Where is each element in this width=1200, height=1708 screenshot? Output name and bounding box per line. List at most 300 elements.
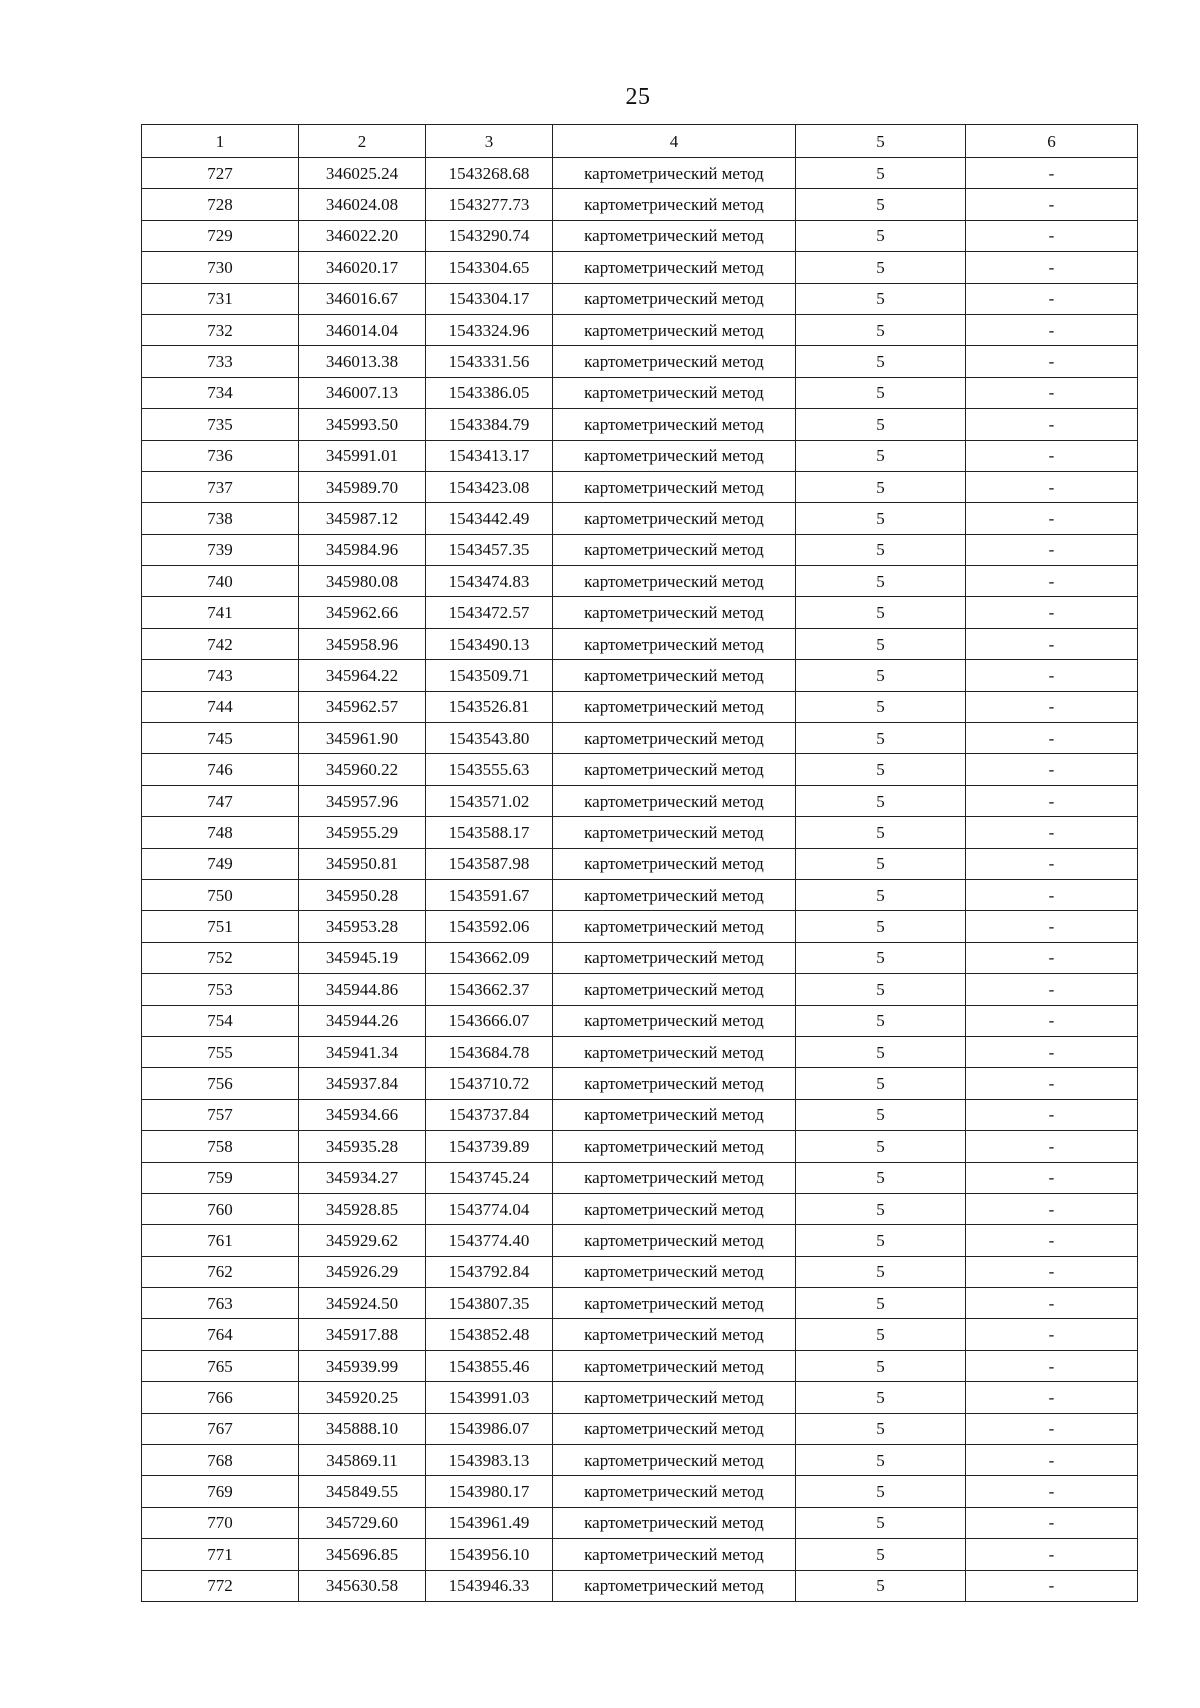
method-cell: картометрический метод xyxy=(553,1068,796,1099)
method-cell: картометрический метод xyxy=(553,440,796,471)
y-coordinate-cell: 1543555.63 xyxy=(426,754,553,785)
note-cell: - xyxy=(966,314,1138,345)
y-coordinate-cell: 1543324.96 xyxy=(426,314,553,345)
method-cell: картометрический метод xyxy=(553,566,796,597)
note-cell: - xyxy=(966,660,1138,691)
method-cell: картометрический метод xyxy=(553,1005,796,1036)
x-coordinate-cell: 346022.20 xyxy=(299,220,426,251)
method-cell: картометрический метод xyxy=(553,1413,796,1444)
table-row xyxy=(142,346,1138,377)
note-cell: - xyxy=(966,1099,1138,1130)
y-coordinate-cell: 1543662.09 xyxy=(426,942,553,973)
y-coordinate-cell: 1543423.08 xyxy=(426,471,553,502)
method-cell: картометрический метод xyxy=(553,1131,796,1162)
accuracy-cell: 5 xyxy=(796,252,966,283)
note-cell: - xyxy=(966,1445,1138,1476)
y-coordinate-cell: 1543543.80 xyxy=(426,723,553,754)
x-coordinate-cell: 345924.50 xyxy=(299,1288,426,1319)
x-coordinate-cell: 345961.90 xyxy=(299,723,426,754)
accuracy-cell: 5 xyxy=(796,1036,966,1067)
table-row xyxy=(142,1131,1138,1162)
y-coordinate-cell: 1543710.72 xyxy=(426,1068,553,1099)
table-row xyxy=(142,1445,1138,1476)
point-number-cell: 758 xyxy=(142,1131,299,1162)
x-coordinate-cell: 345944.26 xyxy=(299,1005,426,1036)
accuracy-cell: 5 xyxy=(796,817,966,848)
table-row xyxy=(142,283,1138,314)
accuracy-cell: 5 xyxy=(796,440,966,471)
point-number-cell: 738 xyxy=(142,503,299,534)
accuracy-cell: 5 xyxy=(796,220,966,251)
point-number-cell: 744 xyxy=(142,691,299,722)
table-row xyxy=(142,1162,1138,1193)
point-number-cell: 745 xyxy=(142,723,299,754)
x-coordinate-cell: 345962.57 xyxy=(299,691,426,722)
point-number-cell: 741 xyxy=(142,597,299,628)
x-coordinate-cell: 345993.50 xyxy=(299,409,426,440)
y-coordinate-cell: 1543509.71 xyxy=(426,660,553,691)
table-row xyxy=(142,158,1138,189)
note-cell: - xyxy=(966,503,1138,534)
accuracy-cell: 5 xyxy=(796,597,966,628)
method-cell: картометрический метод xyxy=(553,1507,796,1538)
accuracy-cell: 5 xyxy=(796,879,966,910)
accuracy-cell: 5 xyxy=(796,503,966,534)
y-coordinate-cell: 1543268.68 xyxy=(426,158,553,189)
point-number-cell: 766 xyxy=(142,1382,299,1413)
column-header-1: 1 xyxy=(142,125,299,158)
table-row xyxy=(142,754,1138,785)
table-row xyxy=(142,628,1138,659)
table-row xyxy=(142,377,1138,408)
note-cell: - xyxy=(966,377,1138,408)
x-coordinate-cell: 345928.85 xyxy=(299,1193,426,1224)
x-coordinate-cell: 345964.22 xyxy=(299,660,426,691)
accuracy-cell: 5 xyxy=(796,1539,966,1570)
point-number-cell: 731 xyxy=(142,283,299,314)
note-cell: - xyxy=(966,283,1138,314)
note-cell: - xyxy=(966,628,1138,659)
point-number-cell: 755 xyxy=(142,1036,299,1067)
y-coordinate-cell: 1543474.83 xyxy=(426,566,553,597)
table-row xyxy=(142,848,1138,879)
method-cell: картометрический метод xyxy=(553,628,796,659)
accuracy-cell: 5 xyxy=(796,377,966,408)
method-cell: картометрический метод xyxy=(553,1256,796,1287)
method-cell: картометрический метод xyxy=(553,471,796,502)
x-coordinate-cell: 345991.01 xyxy=(299,440,426,471)
method-cell: картометрический метод xyxy=(553,879,796,910)
table-row xyxy=(142,1413,1138,1444)
x-coordinate-cell: 345935.28 xyxy=(299,1131,426,1162)
note-cell: - xyxy=(966,252,1138,283)
point-number-cell: 771 xyxy=(142,1539,299,1570)
point-number-cell: 749 xyxy=(142,848,299,879)
point-number-cell: 763 xyxy=(142,1288,299,1319)
x-coordinate-cell: 345950.81 xyxy=(299,848,426,879)
method-cell: картометрический метод xyxy=(553,817,796,848)
note-cell: - xyxy=(966,534,1138,565)
x-coordinate-cell: 345934.27 xyxy=(299,1162,426,1193)
point-number-cell: 748 xyxy=(142,817,299,848)
y-coordinate-cell: 1543526.81 xyxy=(426,691,553,722)
y-coordinate-cell: 1543304.65 xyxy=(426,252,553,283)
table-row xyxy=(142,911,1138,942)
table-row xyxy=(142,1507,1138,1538)
y-coordinate-cell: 1543331.56 xyxy=(426,346,553,377)
accuracy-cell: 5 xyxy=(796,346,966,377)
accuracy-cell: 5 xyxy=(796,1382,966,1413)
accuracy-cell: 5 xyxy=(796,1476,966,1507)
note-cell: - xyxy=(966,597,1138,628)
method-cell: картометрический метод xyxy=(553,848,796,879)
accuracy-cell: 5 xyxy=(796,1570,966,1601)
note-cell: - xyxy=(966,848,1138,879)
method-cell: картометрический метод xyxy=(553,597,796,628)
x-coordinate-cell: 345950.28 xyxy=(299,879,426,910)
method-cell: картометрический метод xyxy=(553,314,796,345)
x-coordinate-cell: 345934.66 xyxy=(299,1099,426,1130)
accuracy-cell: 5 xyxy=(796,1507,966,1538)
x-coordinate-cell: 346025.24 xyxy=(299,158,426,189)
point-number-cell: 761 xyxy=(142,1225,299,1256)
note-cell: - xyxy=(966,1507,1138,1538)
x-coordinate-cell: 345939.99 xyxy=(299,1350,426,1381)
accuracy-cell: 5 xyxy=(796,942,966,973)
table-row xyxy=(142,189,1138,220)
point-number-cell: 767 xyxy=(142,1413,299,1444)
point-number-cell: 764 xyxy=(142,1319,299,1350)
note-cell: - xyxy=(966,471,1138,502)
column-header-3: 3 xyxy=(426,125,553,158)
x-coordinate-cell: 345888.10 xyxy=(299,1413,426,1444)
table-row xyxy=(142,566,1138,597)
table-row xyxy=(142,1570,1138,1601)
accuracy-cell: 5 xyxy=(796,660,966,691)
accuracy-cell: 5 xyxy=(796,691,966,722)
y-coordinate-cell: 1543980.17 xyxy=(426,1476,553,1507)
x-coordinate-cell: 345955.29 xyxy=(299,817,426,848)
table-row xyxy=(142,1005,1138,1036)
y-coordinate-cell: 1543774.04 xyxy=(426,1193,553,1224)
x-coordinate-cell: 345929.62 xyxy=(299,1225,426,1256)
note-cell: - xyxy=(966,691,1138,722)
y-coordinate-cell: 1543792.84 xyxy=(426,1256,553,1287)
accuracy-cell: 5 xyxy=(796,1413,966,1444)
y-coordinate-cell: 1543290.74 xyxy=(426,220,553,251)
point-number-cell: 739 xyxy=(142,534,299,565)
x-coordinate-cell: 345941.34 xyxy=(299,1036,426,1067)
accuracy-cell: 5 xyxy=(796,1319,966,1350)
table-row xyxy=(142,691,1138,722)
table-row xyxy=(142,220,1138,251)
note-cell: - xyxy=(966,158,1138,189)
method-cell: картометрический метод xyxy=(553,754,796,785)
table-row xyxy=(142,409,1138,440)
table-row xyxy=(142,1068,1138,1099)
accuracy-cell: 5 xyxy=(796,1099,966,1130)
table-row xyxy=(142,879,1138,910)
accuracy-cell: 5 xyxy=(796,723,966,754)
column-header-6: 6 xyxy=(966,125,1138,158)
table-row xyxy=(142,1476,1138,1507)
note-cell: - xyxy=(966,566,1138,597)
method-cell: картометрический метод xyxy=(553,534,796,565)
method-cell: картометрический метод xyxy=(553,1476,796,1507)
x-coordinate-cell: 345869.11 xyxy=(299,1445,426,1476)
accuracy-cell: 5 xyxy=(796,283,966,314)
x-coordinate-cell: 345944.86 xyxy=(299,974,426,1005)
page-number: 25 xyxy=(625,84,651,110)
y-coordinate-cell: 1543961.49 xyxy=(426,1507,553,1538)
method-cell: картометрический метод xyxy=(553,1162,796,1193)
accuracy-cell: 5 xyxy=(796,1068,966,1099)
y-coordinate-cell: 1543571.02 xyxy=(426,785,553,816)
x-coordinate-cell: 345984.96 xyxy=(299,534,426,565)
accuracy-cell: 5 xyxy=(796,1288,966,1319)
point-number-cell: 737 xyxy=(142,471,299,502)
accuracy-cell: 5 xyxy=(796,1162,966,1193)
point-number-cell: 772 xyxy=(142,1570,299,1601)
accuracy-cell: 5 xyxy=(796,314,966,345)
accuracy-cell: 5 xyxy=(796,566,966,597)
method-cell: картометрический метод xyxy=(553,691,796,722)
point-number-cell: 729 xyxy=(142,220,299,251)
point-number-cell: 762 xyxy=(142,1256,299,1287)
accuracy-cell: 5 xyxy=(796,471,966,502)
note-cell: - xyxy=(966,409,1138,440)
accuracy-cell: 5 xyxy=(796,189,966,220)
point-number-cell: 732 xyxy=(142,314,299,345)
accuracy-cell: 5 xyxy=(796,848,966,879)
x-coordinate-cell: 346020.17 xyxy=(299,252,426,283)
note-cell: - xyxy=(966,942,1138,973)
accuracy-cell: 5 xyxy=(796,1193,966,1224)
note-cell: - xyxy=(966,785,1138,816)
note-cell: - xyxy=(966,911,1138,942)
accuracy-cell: 5 xyxy=(796,628,966,659)
method-cell: картометрический метод xyxy=(553,723,796,754)
x-coordinate-cell: 346024.08 xyxy=(299,189,426,220)
x-coordinate-cell: 345953.28 xyxy=(299,911,426,942)
y-coordinate-cell: 1543745.24 xyxy=(426,1162,553,1193)
accuracy-cell: 5 xyxy=(796,1005,966,1036)
note-cell: - xyxy=(966,817,1138,848)
y-coordinate-cell: 1543739.89 xyxy=(426,1131,553,1162)
point-number-cell: 734 xyxy=(142,377,299,408)
y-coordinate-cell: 1543666.07 xyxy=(426,1005,553,1036)
table-row xyxy=(142,503,1138,534)
x-coordinate-cell: 345926.29 xyxy=(299,1256,426,1287)
y-coordinate-cell: 1543591.67 xyxy=(426,879,553,910)
note-cell: - xyxy=(966,1068,1138,1099)
method-cell: картометрический метод xyxy=(553,1193,796,1224)
table-row xyxy=(142,1539,1138,1570)
x-coordinate-cell: 345937.84 xyxy=(299,1068,426,1099)
note-cell: - xyxy=(966,1005,1138,1036)
table-row xyxy=(142,252,1138,283)
method-cell: картометрический метод xyxy=(553,252,796,283)
note-cell: - xyxy=(966,1193,1138,1224)
y-coordinate-cell: 1543304.17 xyxy=(426,283,553,314)
method-cell: картометрический метод xyxy=(553,346,796,377)
table-row xyxy=(142,1193,1138,1224)
coordinates-table xyxy=(141,124,1138,1602)
table-row xyxy=(142,314,1138,345)
y-coordinate-cell: 1543983.13 xyxy=(426,1445,553,1476)
point-number-cell: 752 xyxy=(142,942,299,973)
accuracy-cell: 5 xyxy=(796,1225,966,1256)
point-number-cell: 754 xyxy=(142,1005,299,1036)
y-coordinate-cell: 1543277.73 xyxy=(426,189,553,220)
point-number-cell: 760 xyxy=(142,1193,299,1224)
point-number-cell: 768 xyxy=(142,1445,299,1476)
x-coordinate-cell: 345980.08 xyxy=(299,566,426,597)
table-body xyxy=(142,158,1138,1602)
method-cell: картометрический метод xyxy=(553,1539,796,1570)
x-coordinate-cell: 345987.12 xyxy=(299,503,426,534)
method-cell: картометрический метод xyxy=(553,974,796,1005)
method-cell: картометрический метод xyxy=(553,1350,796,1381)
table-row xyxy=(142,660,1138,691)
method-cell: картометрический метод xyxy=(553,189,796,220)
method-cell: картометрический метод xyxy=(553,503,796,534)
method-cell: картометрический метод xyxy=(553,911,796,942)
note-cell: - xyxy=(966,346,1138,377)
table-row xyxy=(142,1319,1138,1350)
y-coordinate-cell: 1543588.17 xyxy=(426,817,553,848)
method-cell: картометрический метод xyxy=(553,1382,796,1413)
table-row xyxy=(142,723,1138,754)
method-cell: картометрический метод xyxy=(553,1099,796,1130)
table-row xyxy=(142,1350,1138,1381)
accuracy-cell: 5 xyxy=(796,409,966,440)
accuracy-cell: 5 xyxy=(796,1350,966,1381)
x-coordinate-cell: 345957.96 xyxy=(299,785,426,816)
column-header-4: 4 xyxy=(553,125,796,158)
point-number-cell: 769 xyxy=(142,1476,299,1507)
y-coordinate-cell: 1543384.79 xyxy=(426,409,553,440)
x-coordinate-cell: 346013.38 xyxy=(299,346,426,377)
x-coordinate-cell: 345917.88 xyxy=(299,1319,426,1350)
method-cell: картометрический метод xyxy=(553,1445,796,1476)
x-coordinate-cell: 345945.19 xyxy=(299,942,426,973)
point-number-cell: 743 xyxy=(142,660,299,691)
note-cell: - xyxy=(966,220,1138,251)
point-number-cell: 757 xyxy=(142,1099,299,1130)
x-coordinate-cell: 345989.70 xyxy=(299,471,426,502)
y-coordinate-cell: 1543737.84 xyxy=(426,1099,553,1130)
table-row xyxy=(142,1099,1138,1130)
point-number-cell: 756 xyxy=(142,1068,299,1099)
table-row xyxy=(142,471,1138,502)
note-cell: - xyxy=(966,1256,1138,1287)
table-row xyxy=(142,1036,1138,1067)
x-coordinate-cell: 345920.25 xyxy=(299,1382,426,1413)
y-coordinate-cell: 1543956.10 xyxy=(426,1539,553,1570)
method-cell: картометрический метод xyxy=(553,283,796,314)
x-coordinate-cell: 345960.22 xyxy=(299,754,426,785)
y-coordinate-cell: 1543592.06 xyxy=(426,911,553,942)
table-row xyxy=(142,817,1138,848)
point-number-cell: 750 xyxy=(142,879,299,910)
method-cell: картометрический метод xyxy=(553,409,796,440)
y-coordinate-cell: 1543684.78 xyxy=(426,1036,553,1067)
table-row xyxy=(142,1288,1138,1319)
point-number-cell: 751 xyxy=(142,911,299,942)
x-coordinate-cell: 346016.67 xyxy=(299,283,426,314)
column-header-5: 5 xyxy=(796,125,966,158)
note-cell: - xyxy=(966,1413,1138,1444)
method-cell: картометрический метод xyxy=(553,942,796,973)
y-coordinate-cell: 1543662.37 xyxy=(426,974,553,1005)
accuracy-cell: 5 xyxy=(796,1256,966,1287)
accuracy-cell: 5 xyxy=(796,1131,966,1162)
note-cell: - xyxy=(966,440,1138,471)
accuracy-cell: 5 xyxy=(796,754,966,785)
table-row xyxy=(142,440,1138,471)
table-row xyxy=(142,534,1138,565)
table-row xyxy=(142,1382,1138,1413)
x-coordinate-cell: 345729.60 xyxy=(299,1507,426,1538)
point-number-cell: 730 xyxy=(142,252,299,283)
point-number-cell: 733 xyxy=(142,346,299,377)
x-coordinate-cell: 345958.96 xyxy=(299,628,426,659)
x-coordinate-cell: 346007.13 xyxy=(299,377,426,408)
method-cell: картометрический метод xyxy=(553,660,796,691)
point-number-cell: 736 xyxy=(142,440,299,471)
point-number-cell: 746 xyxy=(142,754,299,785)
note-cell: - xyxy=(966,1225,1138,1256)
point-number-cell: 747 xyxy=(142,785,299,816)
x-coordinate-cell: 346014.04 xyxy=(299,314,426,345)
x-coordinate-cell: 345849.55 xyxy=(299,1476,426,1507)
table-row xyxy=(142,785,1138,816)
note-cell: - xyxy=(966,1162,1138,1193)
y-coordinate-cell: 1543442.49 xyxy=(426,503,553,534)
point-number-cell: 765 xyxy=(142,1350,299,1381)
point-number-cell: 759 xyxy=(142,1162,299,1193)
y-coordinate-cell: 1543986.07 xyxy=(426,1413,553,1444)
note-cell: - xyxy=(966,1131,1138,1162)
method-cell: картометрический метод xyxy=(553,1288,796,1319)
method-cell: картометрический метод xyxy=(553,1319,796,1350)
accuracy-cell: 5 xyxy=(796,1445,966,1476)
point-number-cell: 735 xyxy=(142,409,299,440)
y-coordinate-cell: 1543413.17 xyxy=(426,440,553,471)
note-cell: - xyxy=(966,1036,1138,1067)
accuracy-cell: 5 xyxy=(796,785,966,816)
y-coordinate-cell: 1543472.57 xyxy=(426,597,553,628)
note-cell: - xyxy=(966,189,1138,220)
y-coordinate-cell: 1543457.35 xyxy=(426,534,553,565)
method-cell: картометрический метод xyxy=(553,1225,796,1256)
method-cell: картометрический метод xyxy=(553,220,796,251)
y-coordinate-cell: 1543587.98 xyxy=(426,848,553,879)
accuracy-cell: 5 xyxy=(796,534,966,565)
note-cell: - xyxy=(966,1319,1138,1350)
point-number-cell: 740 xyxy=(142,566,299,597)
point-number-cell: 742 xyxy=(142,628,299,659)
table-row xyxy=(142,974,1138,1005)
method-cell: картометрический метод xyxy=(553,377,796,408)
point-number-cell: 770 xyxy=(142,1507,299,1538)
x-coordinate-cell: 345696.85 xyxy=(299,1539,426,1570)
y-coordinate-cell: 1543946.33 xyxy=(426,1570,553,1601)
table-row xyxy=(142,597,1138,628)
note-cell: - xyxy=(966,723,1138,754)
note-cell: - xyxy=(966,974,1138,1005)
